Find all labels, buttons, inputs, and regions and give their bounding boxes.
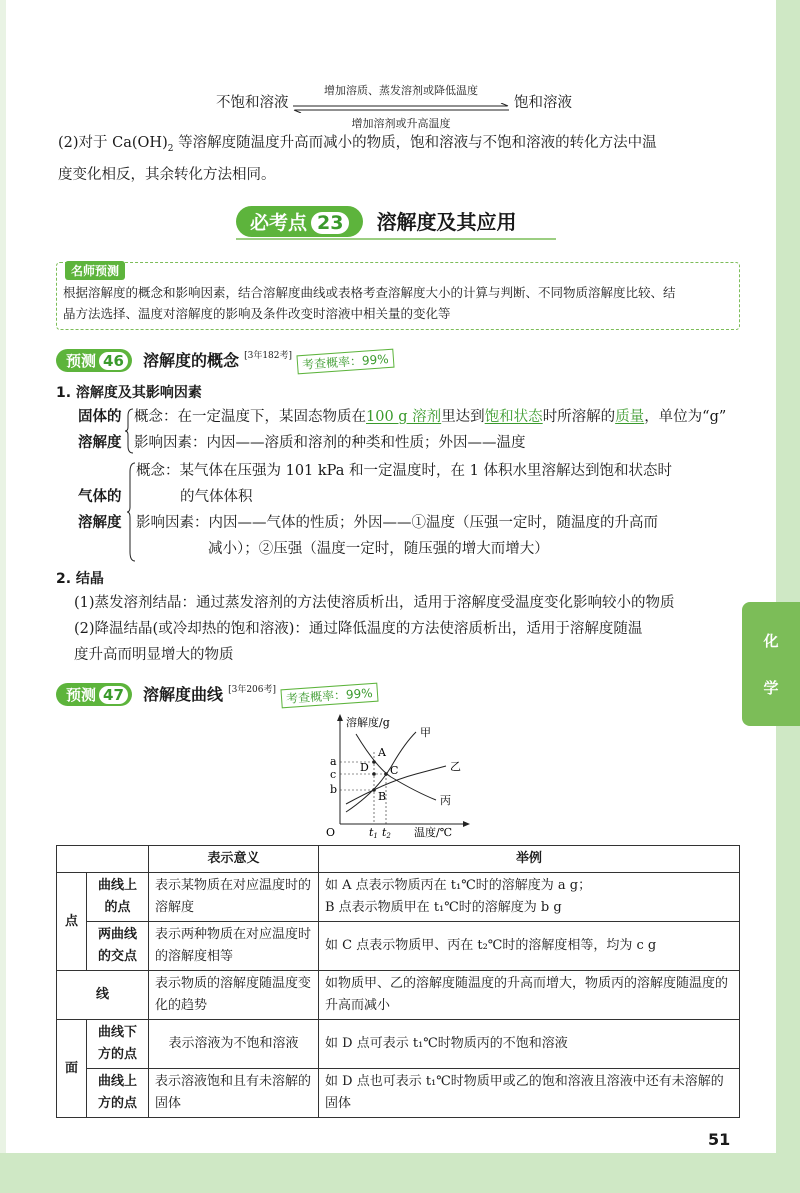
graph-point-a: A <box>378 746 386 759</box>
solubility-curve-table <box>56 845 740 1118</box>
solid-label <box>78 404 128 456</box>
prediction-46-note: [3年182考] <box>244 351 293 361</box>
s2-content <box>74 590 734 668</box>
transform-arrows <box>291 84 511 131</box>
table-header-example: 举例 <box>319 846 740 873</box>
table-row <box>57 1020 740 1069</box>
graph-ylabel: 溶解度/g <box>346 716 390 729</box>
prediction-47-probability: 考查概率：99% <box>281 683 379 709</box>
section-underline <box>236 236 556 242</box>
solid-label-1: 固体的 <box>78 408 122 425</box>
table-example: 如 D 点也可表示 t₁℃时物质甲或乙的饱和溶液且溶液中还有未溶解的固体 <box>319 1069 740 1118</box>
gas-concept-1: 概念：某气体在压强为 101 kPa 和一定温度时，在 1 体积水里溶解达到饱和状态时 <box>136 463 672 479</box>
graph-tick-a: a <box>330 755 337 768</box>
table-header-row <box>57 846 740 873</box>
table-sub: 两曲线的交点 <box>87 922 149 971</box>
transform-right: 饱和溶液 <box>514 95 572 111</box>
table-example: 如物质甲、乙的溶解度随温度的升高而增大，物质丙的溶解度随温度的升高而减小 <box>319 971 740 1020</box>
teacher-prediction-box <box>56 262 740 330</box>
table-row <box>57 971 740 1020</box>
note-2 <box>58 130 758 188</box>
graph-tick-t1: t1 <box>369 826 378 840</box>
gas-content <box>136 458 756 562</box>
page-bottom-border <box>0 1153 800 1193</box>
section-header <box>236 206 517 237</box>
section-number: 23 <box>311 212 349 234</box>
note-2-text-a: (2)对于 Ca(OH) <box>58 135 168 151</box>
graph-xlabel: 温度/℃ <box>414 826 453 839</box>
s2-line2: (2)降温结晶(或冷却热的饱和溶液)：通过降低温度的方法使溶质析出，适用于溶解度随温 <box>74 621 643 637</box>
solid-brace <box>124 408 134 454</box>
table-meaning: 表示两种物质在对应温度时的溶解度相等 <box>149 922 319 971</box>
note-2-sub: 2 <box>167 143 174 154</box>
table-sub: 曲线下方的点 <box>87 1020 149 1069</box>
y-axis-arrow-icon <box>337 714 343 721</box>
graph-label-bing: 丙 <box>440 794 451 807</box>
prediction-46-badge: 预测 46 <box>56 349 132 372</box>
table-example: 如 C 点表示物质甲、丙在 t₂℃时的溶解度相等，均为 c g <box>319 922 740 971</box>
prediction-47-badge: 预测 47 <box>56 683 132 706</box>
subject-tab-char-2: 学 <box>763 679 779 697</box>
gas-concept-2: 的气体体积 <box>180 489 253 505</box>
table-row <box>57 922 740 971</box>
transform-left: 不饱和溶液 <box>216 95 289 111</box>
page <box>16 0 776 1150</box>
section-title: 溶解度及其应用 <box>376 210 517 234</box>
prediction-47-title: 溶解度曲线 <box>142 685 223 704</box>
table-sub: 曲线上的点 <box>87 873 149 922</box>
solubility-graph <box>316 712 486 840</box>
transform-bottom-label: 增加溶剂或升高温度 <box>351 117 451 130</box>
table-cat-point: 点 <box>57 873 87 971</box>
graph-point-b: B <box>378 790 387 803</box>
solid-content <box>134 404 754 456</box>
note-2-line2: 度变化相反，其余转化方法相同。 <box>58 166 276 183</box>
table-meaning: 表示溶液饱和且有未溶解的固体 <box>149 1069 319 1118</box>
graph-tick-c: c <box>330 768 337 781</box>
solid-concept: 概念：在一定温度下，某固态物质在100 g 溶剂里达到饱和状态时所溶解的质量，单位为“g” <box>134 409 727 425</box>
teacher-text <box>63 283 738 325</box>
prediction-46-title: 溶解度的概念 <box>142 351 239 370</box>
gas-brace <box>126 462 136 562</box>
gas-label-2: 溶解度 <box>78 514 122 531</box>
solid-label-2: 溶解度 <box>78 434 122 451</box>
page-number: 51 <box>708 1130 731 1149</box>
x-axis-arrow-icon <box>463 821 470 827</box>
s2-heading: 2. 结晶 <box>56 571 104 587</box>
note-2-text-b: 等溶解度随温度升高而减小的物质，饱和溶液与不饱和溶液的转化方法中温 <box>173 135 657 151</box>
page-right-border <box>776 0 800 1193</box>
table-meaning: 表示物质的溶解度随温度变化的趋势 <box>149 971 319 1020</box>
prediction-46-header <box>56 348 394 372</box>
table-example: 如 D 点可表示 t₁℃时物质丙的不饱和溶液 <box>319 1020 740 1069</box>
table-sub: 曲线上方的点 <box>87 1069 149 1118</box>
gas-label-1: 气体的 <box>78 488 122 505</box>
graph-point-c: C <box>390 764 399 777</box>
s2-line3: 度升高而明显增大的物质 <box>74 647 234 663</box>
subject-tab-char-1: 化 <box>763 632 779 650</box>
prediction-46-probability: 考查概率：99% <box>297 349 395 375</box>
table-row <box>57 1069 740 1118</box>
section-badge: 必考点 23 <box>236 206 363 237</box>
table-cat-face: 面 <box>57 1020 87 1118</box>
table-meaning: 表示溶液为不饱和溶液 <box>149 1020 319 1069</box>
graph-origin: O <box>326 826 336 839</box>
table-cat-line: 线 <box>57 971 149 1020</box>
gas-label <box>78 484 128 536</box>
graph-tick-b: b <box>330 783 338 796</box>
graph-label-yi: 乙 <box>450 760 461 773</box>
table-meaning: 表示某物质在对应温度时的溶解度 <box>149 873 319 922</box>
table-example: 如 A 点表示物质丙在 t₁℃时的溶解度为 a g； B 点表示物质甲在 t₁℃时的溶解度为 b g <box>319 873 740 922</box>
teacher-line2: 晶方法选择、温度对溶解度的影响及条件改变时溶液中相关量的变化等 <box>63 307 451 321</box>
s1-heading: 1. 溶解度及其影响因素 <box>56 385 202 401</box>
gas-factor-1: 影响因素：内因——气体的性质；外因——①温度（压强一定时，随温度的升高而 <box>136 515 658 531</box>
teacher-line1: 根据溶解度的概念和影响因素，结合溶解度曲线或表格考查溶解度大小的计算与判断、不同物质溶解度比较、结 <box>63 286 676 300</box>
s2-line1: (1)蒸发溶剂结晶：通过蒸发溶剂的方法使溶质析出，适用于溶解度受温度变化影响较小的物质 <box>74 595 675 611</box>
gas-factor-2: 减小）；②压强（温度一定时，随压强的增大而增大） <box>208 541 549 557</box>
double-arrow-icon <box>291 103 511 113</box>
solid-factor: 影响因素：内因——溶质和溶剂的种类和性质；外因——温度 <box>134 435 526 451</box>
table-header-meaning: 表示意义 <box>149 846 319 873</box>
transform-top-label: 增加溶质、蒸发溶剂或降低温度 <box>324 84 478 97</box>
prediction-47-header <box>56 682 378 706</box>
table-row <box>57 873 740 922</box>
page-left-edge <box>0 0 6 1193</box>
subject-tab <box>742 602 800 726</box>
graph-tick-t2: t2 <box>382 826 391 840</box>
graph-point-d: D <box>360 761 369 774</box>
table-header-blank <box>57 846 149 873</box>
teacher-tag: 名师预测 <box>65 261 125 280</box>
graph-label-jia: 甲 <box>420 726 431 739</box>
prediction-47-note: [3年206考] <box>228 685 277 695</box>
